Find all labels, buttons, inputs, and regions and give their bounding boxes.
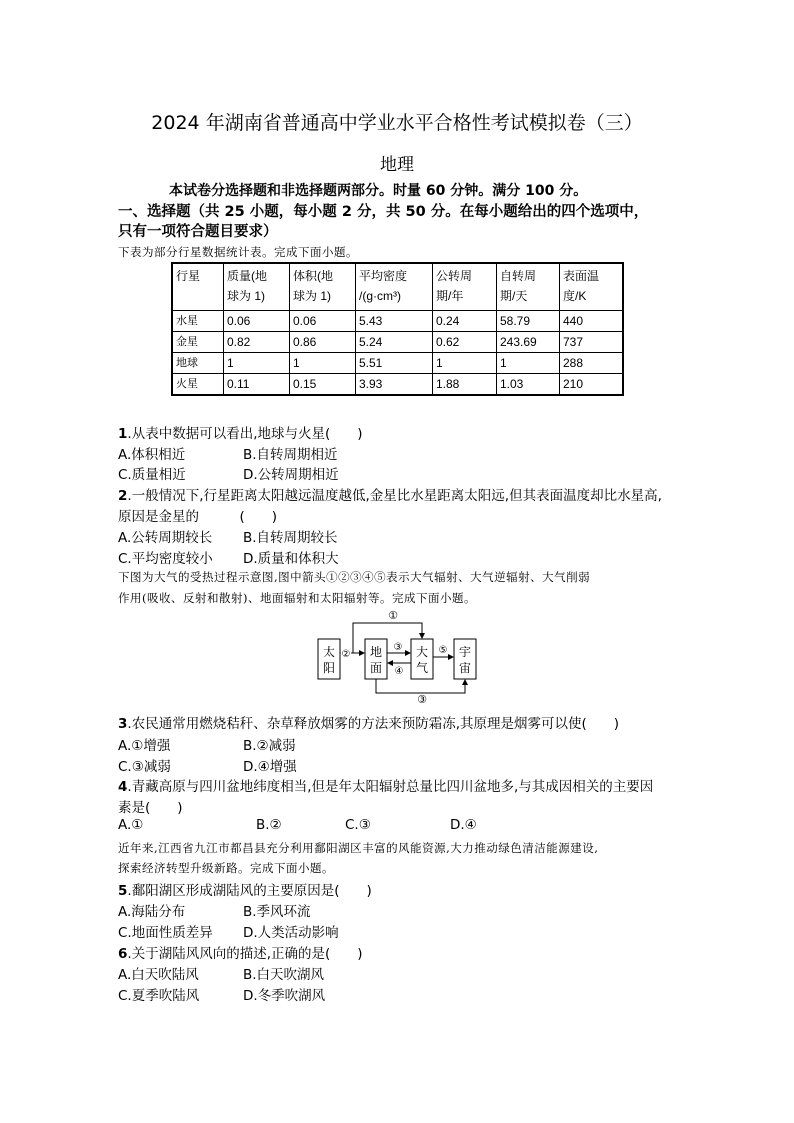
question-6: 6.关于湖陆风风向的描述,正确的是( ) (118, 946, 363, 962)
section-heading (118, 202, 648, 242)
q2-option-c[interactable]: C.平均密度较小 (118, 551, 213, 567)
table-cell: 1 (224, 353, 290, 374)
atmosphere-label-2: 气 (415, 661, 429, 675)
diagram-intro-line2: 作用(吸收、反射和散射)、地面辐射和太阳辐射等。完成下面小题。 (118, 591, 476, 605)
table-cell: 地球 (172, 353, 224, 374)
diagram-intro-line1: 下图为大气的受热过程示意图,图中箭头①②③④⑤表示大气辐射、大气逆辐射、大气削弱 (118, 570, 591, 584)
q5-option-d[interactable]: D.人类活动影响 (243, 925, 339, 941)
table-cell: 288 (560, 353, 624, 374)
table-cell: 1.03 (497, 374, 560, 396)
q3-option-a[interactable]: A.①增强 (118, 738, 171, 754)
question-4: 4.青藏高原与四川盆地纬度相当,但是年太阳辐射总量比四川盆地多,与其成因相关的主要因 (118, 779, 654, 795)
lake-intro-line2: 探索经济转型升级新路。完成下面小题。 (118, 861, 334, 875)
atmosphere-label-1: 大 (415, 645, 429, 659)
space-label-1: 宇 (458, 645, 472, 659)
q6-option-b[interactable]: B.白天吹湖风 (243, 967, 325, 983)
q5-option-c[interactable]: C.地面性质差异 (118, 925, 213, 941)
table-cell: 5.51 (356, 353, 433, 374)
table-cell: 3.93 (356, 374, 433, 396)
q6-option-a[interactable]: A.白天吹陆风 (118, 967, 199, 983)
table-cell: 1 (290, 353, 356, 374)
table-cell: 水星 (172, 311, 224, 332)
arrow-3-bottom (376, 679, 465, 693)
question-4-stem-line2: 素是( ) (118, 800, 183, 816)
subject-title: 地理 (380, 155, 414, 175)
q5-option-b[interactable]: B.季风环流 (243, 904, 311, 920)
q4-option-d[interactable]: D.④ (450, 817, 477, 833)
space-label-2: 宙 (458, 661, 472, 675)
q5-option-a[interactable]: A.海陆分布 (118, 904, 186, 920)
question-1: 1.从表中数据可以看出,地球与火星( ) (118, 426, 363, 442)
table-cell: 5.24 (356, 332, 433, 353)
table-cell: 440 (560, 311, 624, 332)
table-cell: 58.79 (497, 311, 560, 332)
header-cell: 体积(地 球为 1) (290, 263, 356, 311)
table-cell: 0.86 (290, 332, 356, 353)
table-cell: 0.06 (290, 311, 356, 332)
header-cell: 平均密度 /(g·cm³) (356, 263, 433, 311)
header-cell: 公转周 期/年 (433, 263, 497, 311)
question-2: 2.一般情况下,行星距离太阳越远温度越低,金星比水星距离太阳远,但其表面温度却比水星高, (118, 488, 662, 504)
q1-option-c[interactable]: C.质量相近 (118, 467, 186, 483)
atmosphere-heating-diagram (300, 605, 500, 705)
q4-option-b[interactable]: B.② (256, 817, 282, 833)
exam-instructions: 本试卷分选择题和非选择题两部分。时量 60 分钟。满分 100 分。 (169, 183, 588, 199)
arrow-1-label: ① (388, 609, 398, 622)
table-cell: 243.69 (497, 332, 560, 353)
header-cell: 质量(地 球为 1) (224, 263, 290, 311)
q3-option-d[interactable]: D.④增强 (243, 759, 297, 775)
table-intro: 下表为部分行星数据统计表。完成下面小题。 (118, 245, 358, 259)
q6-option-d[interactable]: D.冬季吹湖风 (243, 988, 326, 1004)
arrow-2-label: ② (341, 649, 351, 660)
arrow-5-label: ⑤ (438, 645, 448, 656)
q2-option-a[interactable]: A.公转周期较长 (118, 530, 213, 546)
q6-option-c[interactable]: C.夏季吹陆风 (118, 988, 200, 1004)
arrow-3-bottom-label: ③ (417, 693, 427, 705)
table-cell: 5.43 (356, 311, 433, 332)
table-row (172, 311, 623, 332)
q1-option-b[interactable]: B.自转周期相近 (243, 447, 338, 463)
table-cell: 0.82 (224, 332, 290, 353)
lake-intro-line1: 近年来,江西省九江市都昌县充分利用鄱阳湖区丰富的风能资源,大力推动绿色清洁能源建设, (118, 841, 599, 855)
header-cell: 表面温 度/K (560, 263, 624, 311)
q2-option-d[interactable]: D.质量和体积大 (243, 551, 339, 567)
arrow-3-label: ③ (393, 642, 403, 653)
q4-option-a[interactable]: A.① (118, 817, 144, 833)
question-5: 5.鄱阳湖区形成湖陆风的主要原因是( ) (118, 883, 372, 899)
sun-label-1: 太 (322, 645, 336, 659)
ground-label-1: 地 (369, 645, 383, 659)
table-cell: 0.24 (433, 311, 497, 332)
q4-option-c[interactable]: C.③ (345, 817, 371, 833)
q3-option-b[interactable]: B.②减弱 (243, 738, 296, 754)
q2-option-b[interactable]: B.自转周期较长 (243, 530, 338, 546)
section-heading-line2: 只有一项符合题目要求） (118, 224, 278, 240)
ground-label-2: 面 (369, 661, 383, 675)
planet-data-table (171, 262, 624, 396)
table-row (172, 353, 623, 374)
q1-option-d[interactable]: D.公转周期相近 (243, 467, 339, 483)
exam-title: 2024 年湖南省普通高中学业水平合格性考试模拟卷（三） (151, 112, 643, 134)
table-header-row (172, 263, 623, 311)
table-cell: 0.06 (224, 311, 290, 332)
table-cell: 火星 (172, 374, 224, 396)
q3-option-c[interactable]: C.③减弱 (118, 759, 171, 775)
table-cell: 1 (497, 353, 560, 374)
table-cell: 0.62 (433, 332, 497, 353)
table-cell: 210 (560, 374, 624, 396)
header-cell: 自转周 期/天 (497, 263, 560, 311)
sun-label-2: 阳 (322, 661, 336, 675)
table-row (172, 374, 623, 396)
q1-option-a[interactable]: A.体积相近 (118, 447, 186, 463)
header-cell: 行星 (172, 263, 224, 311)
question-2-stem-line2: 原因是金星的 ( ) (118, 509, 278, 525)
section-heading-line1: 一、选择题（共 25 小题，每小题 2 分，共 50 分。在每小题给出的四个选项中， (118, 204, 649, 220)
table-cell: 0.11 (224, 374, 290, 396)
table-cell: 1.88 (433, 374, 497, 396)
table-cell: 0.15 (290, 374, 356, 396)
table-cell: 金星 (172, 332, 224, 353)
arrow-4-label: ④ (394, 666, 404, 677)
table-row (172, 332, 623, 353)
table-cell: 1 (433, 353, 497, 374)
table-cell: 737 (560, 332, 624, 353)
question-3: 3.农民通常用燃烧秸秆、杂草释放烟雾的方法来预防霜冻,其原理是烟雾可以使( ) (118, 716, 620, 732)
